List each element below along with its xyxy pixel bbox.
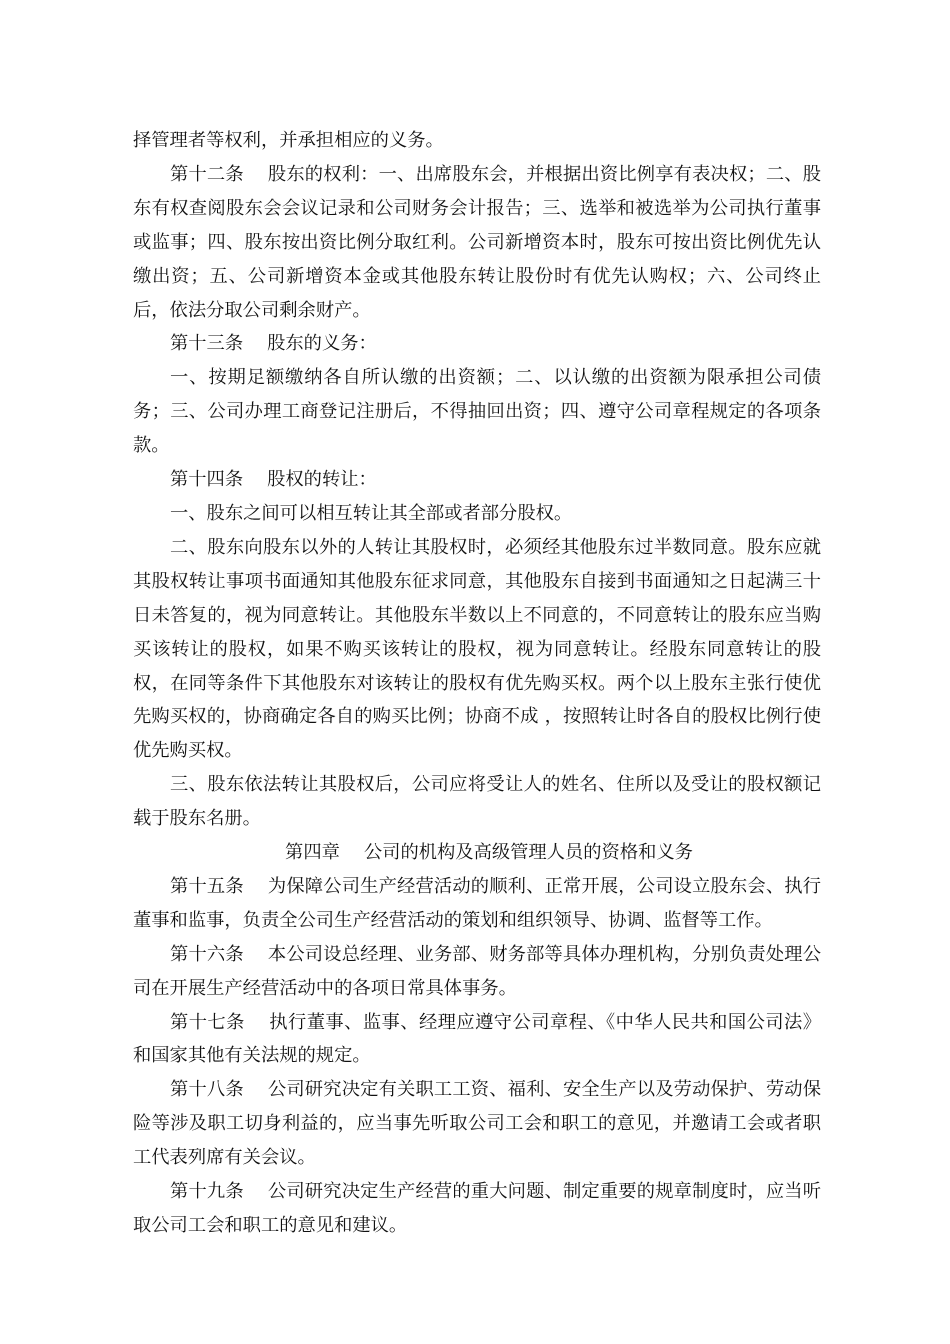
article-14 [133,463,821,497]
article-19 [133,1175,821,1243]
paragraph-continuation [133,124,821,158]
clause-text: 二、股东向股东以外的人转让其股权时，必须经其他股东过半数同意。股东应就其股权转让事项书面通知其他股东征求同意，其他股东自接到书面通知之日起满三十日未答复的，视为同意转让。其他股东半数以上不同意的，不同意转让的股东应当购买该转让的股权，如果不购买该转让的股权，视为同意转让。经股东同意转让的股权，在同等条件下其他股东对该转让的股权有优先购买权。两个以上股东主张行使优先购买权的，协商确定各自的购买比例；协商不成 ，按照转让时各自的股权比例行使优先购买权。 [133,536,821,762]
article-text: 本公司设总经理、业务部、财务部等具体办理机构，分别负责处理公司在开展生产经营活动中的各项日常具体事务。 [133,943,822,999]
clause-text: 一、股东之间可以相互转让其全部或者部分股权。 [170,502,573,524]
article-number: 第十三条 [170,333,244,355]
paragraph-text: 择管理者等权利，并承担相应的义务。 [133,130,444,151]
article-text: 股东的义务： [267,333,377,355]
article-16 [133,938,821,1006]
article-text: 公司研究决定生产经营的重大问题、制定重要的规章制度时，应当听取公司工会和职工的意见和建议。 [133,1181,822,1236]
chapter-number: 第四章 [285,842,340,864]
article-13 [133,327,821,361]
article-text: 执行董事、监事、经理应遵守公司章程、《中华人民共和国公司法》和国家其他有关法规的规定。 [133,1011,821,1067]
article-text: 为保障公司生产经营活动的顺利、正常开展，公司设立股东会、执行董事和监事，负责全公司生产经营活动的策划和组织领导、协调、监督等工作。 [133,875,822,931]
article-number: 第十四条 [170,469,244,491]
article-15 [133,870,821,938]
article-number: 第十五条 [170,875,244,897]
chapter-4-heading [133,836,821,870]
article-13-clause [133,361,821,463]
document-body [133,124,821,1243]
article-14-clause-1 [133,497,821,531]
clause-text: 一、按期足额缴纳各自所认缴的出资额；二、以认缴的出资额为限承担公司债务；三、公司办理工商登记注册后，不得抽回出资；四、遵守公司章程规定的各项条款。 [133,367,821,457]
article-number: 第十九条 [170,1181,244,1203]
article-14-clause-3 [133,768,821,836]
article-number: 第十六条 [170,943,244,965]
article-text: 股东的权利：一、出席股东会，并根据出资比例享有表决权；二、股东有权查阅股东会会议记录和公司财务会计报告；三、选举和被选举为公司执行董事或监事；四、股东按出资比例分取红利。公司新增资本时，股东可按出资比例优先认缴出资；五、公司新增资本金或其他股东转让股份时有优先认购权；六、公司终止后，依法分取公司剩余财产。 [133,163,822,321]
article-17 [133,1006,821,1074]
article-number: 第十二条 [170,163,244,185]
clause-text: 三、股东依法转让其股权后，公司应将受让人的姓名、住所以及受让的股权额记载于股东名册。 [133,774,821,830]
article-number: 第十七条 [170,1011,245,1033]
article-14-clause-2 [133,531,821,768]
chapter-title: 公司的机构及高级管理人员的资格和义务 [363,842,693,864]
article-number: 第十八条 [170,1079,244,1101]
article-text: 公司研究决定有关职工工资、福利、安全生产以及劳动保护、劳动保险等涉及职工切身利益的，应当事先听取公司工会和职工的意见，并邀请工会或者职工代表列席有关会议。 [133,1079,822,1169]
article-18 [133,1073,821,1175]
article-12 [133,158,821,328]
article-text: 股权的转让： [267,469,377,491]
